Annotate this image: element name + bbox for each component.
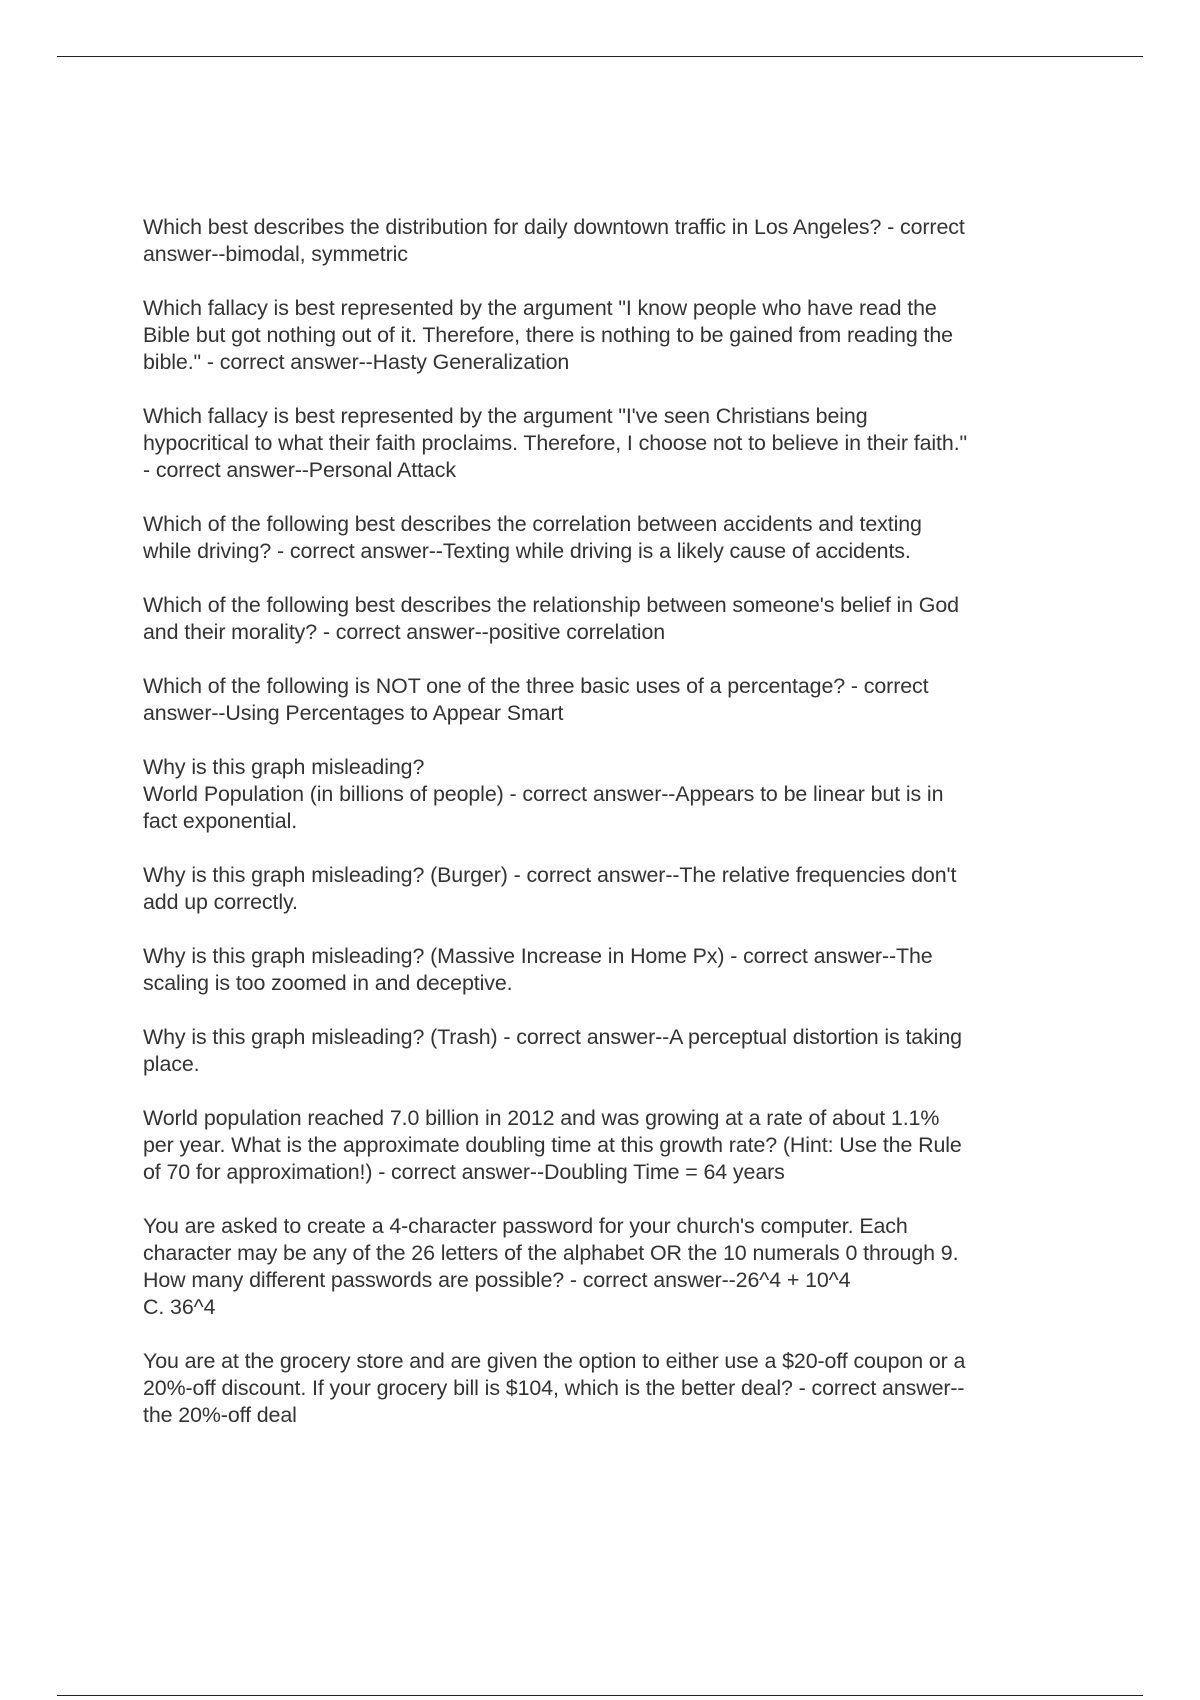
text-line: while driving? - correct answer--Texting while driving is a likely cause of accidents.: [143, 539, 911, 563]
text-line: scaling is too zoomed in and deceptive.: [143, 971, 513, 995]
text-line: bible." - correct answer--Hasty Generalization: [143, 350, 570, 374]
text-line: character may be any of the 26 letters of the alphabet OR the 10 numerals 0 through 9.: [143, 1241, 959, 1265]
qa-item-9: [143, 943, 1073, 997]
qa-item-1: [143, 214, 1073, 268]
footer-rule: [57, 1695, 1143, 1696]
text-line: fact exponential.: [143, 809, 298, 833]
qa-item-10: [143, 1024, 1073, 1078]
text-line: the 20%-off deal: [143, 1403, 297, 1427]
text-line: World Population (in billions of people) - correct answer--Appears to be linear but is in: [143, 782, 944, 806]
qa-item-7: [143, 754, 1073, 835]
header-rule: [57, 56, 1143, 57]
qa-item-8: [143, 862, 1073, 916]
text-line: 20%-off discount. If your grocery bill is $104, which is the better deal? - correct answer--: [143, 1376, 965, 1400]
qa-item-6: [143, 673, 1073, 727]
text-line: answer--bimodal, symmetric: [143, 242, 408, 266]
text-line: Which of the following best describes the relationship between someone's belief in God: [143, 593, 959, 617]
text-line: Which of the following is NOT one of the three basic uses of a percentage? - correct: [143, 674, 929, 698]
text-line: World population reached 7.0 billion in 2012 and was growing at a rate of about 1.1%: [143, 1106, 940, 1130]
text-line: place.: [143, 1052, 200, 1076]
qa-item-5: [143, 592, 1073, 646]
qa-item-4: [143, 511, 1073, 565]
text-line: Which fallacy is best represented by the argument "I know people who have read the: [143, 296, 937, 320]
text-line: add up correctly.: [143, 890, 298, 914]
text-line: answer--Using Percentages to Appear Smart: [143, 701, 564, 725]
text-line: Why is this graph misleading? (Trash) - correct answer--A perceptual distortion is taking: [143, 1025, 962, 1049]
qa-item-11: [143, 1105, 1073, 1186]
qa-item-2: [143, 295, 1073, 376]
text-line: Bible but got nothing out of it. Therefore, there is nothing to be gained from reading the: [143, 323, 953, 347]
text-line: Which best describes the distribution for daily downtown traffic in Los Angeles? - correct: [143, 215, 965, 239]
qa-item-12: [143, 1213, 1073, 1321]
text-line: Why is this graph misleading?: [143, 755, 425, 779]
document-body: [143, 214, 1073, 1456]
text-line: - correct answer--Personal Attack: [143, 458, 456, 482]
text-line: Which fallacy is best represented by the argument "I've seen Christians being: [143, 404, 868, 428]
qa-item-13: [143, 1348, 1073, 1429]
text-line: How many different passwords are possible? - correct answer--26^4 + 10^4: [143, 1268, 851, 1292]
text-line: Why is this graph misleading? (Burger) - correct answer--The relative frequencies don't: [143, 863, 957, 887]
text-line: Which of the following best describes the correlation between accidents and texting: [143, 512, 922, 536]
text-line: per year. What is the approximate doubling time at this growth rate? (Hint: Use the Rule: [143, 1133, 962, 1157]
text-line: hypocritical to what their faith proclaims. Therefore, I choose not to believe in their faith.": [143, 431, 968, 455]
text-line: You are at the grocery store and are given the option to either use a $20-off coupon or a: [143, 1349, 966, 1373]
text-line: of 70 for approximation!) - correct answer--Doubling Time = 64 years: [143, 1160, 785, 1184]
text-line: C. 36^4: [143, 1295, 216, 1319]
qa-item-3: [143, 403, 1073, 484]
text-line: and their morality? - correct answer--positive correlation: [143, 620, 666, 644]
text-line: Why is this graph misleading? (Massive Increase in Home Px) - correct answer--The: [143, 944, 933, 968]
text-line: You are asked to create a 4-character password for your church's computer. Each: [143, 1214, 908, 1238]
